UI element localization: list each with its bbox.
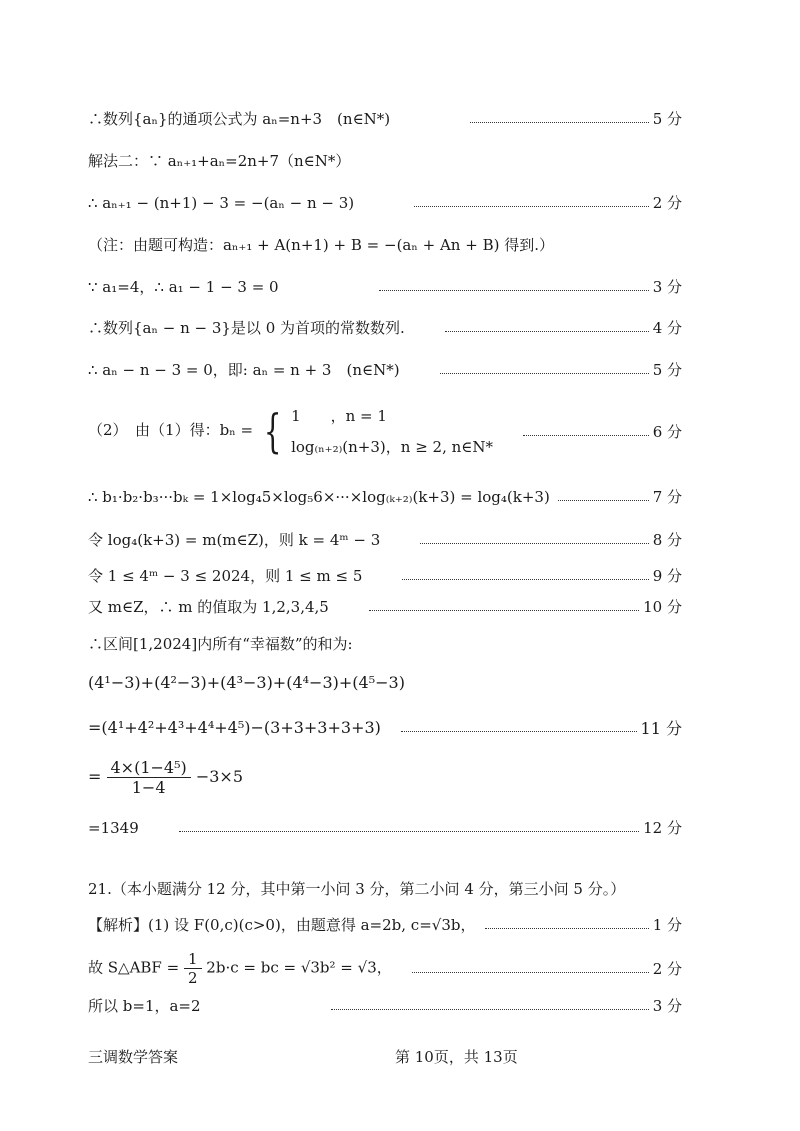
line-10: 令 log₄(k+3) = m(m∈Z)，则 k = 4ᵐ − 3 8 分 bbox=[88, 531, 682, 549]
line-16: = $\frac{\text{4×(1−4⁵)}}{1-4}$ −3×5 bbox=[88, 758, 244, 797]
score: 12 分 bbox=[643, 819, 682, 837]
line-8: （2） 由（1）得：bₙ = { 1 ，n = 1 log₍ₙ₊₂₎(n+3)，n ≥ 2, n∈N* 6 分 bbox=[88, 404, 682, 458]
score: 11 分 bbox=[640, 719, 682, 738]
line-3: ∴ aₙ₊₁ − (n+1) − 3 = −(aₙ − n − 3) 2 分 bbox=[88, 193, 682, 212]
fraction: $\frac{\text{4×(1−4⁵)}}{1-4}$ bbox=[107, 758, 191, 797]
line-13: ∴区间[1,2024]内所有“幸福数”的和为: bbox=[88, 635, 353, 653]
line-5: ∵ a₁=4，∴ a₁ − 1 − 3 = 0 3 分 bbox=[88, 278, 682, 296]
line-20: 故 S△ABF = $\frac{1}{2}$ 2b·c = bc = √3b² = √3， 2 分 bbox=[88, 950, 682, 987]
score: 8 分 bbox=[652, 531, 682, 549]
line-14: (4¹−3)+(4²−3)+(4³−3)+(4⁴−3)+(4⁵−3) bbox=[88, 673, 405, 692]
line-4: （注：由题可构造：aₙ₊₁ + A(n+1) + B = −(aₙ + An + B) 得到.） bbox=[88, 236, 554, 254]
line-19: 【解析】(1) 设 F(0,c)(c>0)，由题意得 a=2b, c=√3b， 1 分 bbox=[88, 916, 682, 934]
line-15: =(4¹+4²+4³+4⁴+4⁵)−(3+3+3+3+3) 11 分 bbox=[88, 718, 682, 738]
line-2: 解法二：∵ aₙ₊₁+aₙ=2n+7（n∈N*） bbox=[88, 152, 351, 170]
line-11: 令 1 ≤ 4ᵐ − 3 ≤ 2024，则 1 ≤ m ≤ 5 9 分 bbox=[88, 567, 682, 585]
score: 2 分 bbox=[652, 960, 682, 978]
score: 10 分 bbox=[643, 598, 682, 616]
score: 5 分 bbox=[652, 110, 682, 128]
piecewise: { 1 ，n = 1 log₍ₙ₊₂₎(n+3)，n ≥ 2, n∈N* bbox=[263, 404, 494, 458]
line-7: ∴ aₙ − n − 3 = 0，即: aₙ = n + 3 (n∈N*) 5 分 bbox=[88, 361, 682, 379]
line-6: ∴数列{aₙ − n − 3}是以 0 为首项的常数数列. 4 分 bbox=[88, 319, 682, 337]
score: 2 分 bbox=[652, 194, 682, 212]
case-1: 1 ，n = 1 bbox=[291, 407, 387, 425]
line-12: 又 m∈Z，∴ m 的值取为 1,2,3,4,5 10 分 bbox=[88, 598, 682, 616]
score: 9 分 bbox=[652, 567, 682, 585]
score: 5 分 bbox=[652, 361, 682, 379]
line-21: 所以 b=1，a=2 3 分 bbox=[88, 997, 682, 1015]
line-1: ∴数列{aₙ}的通项公式为 aₙ=n+3 (n∈N*) 5 分 bbox=[88, 110, 682, 128]
footer-doc-title: 三调数学答案 bbox=[88, 1048, 179, 1066]
score: 4 分 bbox=[652, 319, 682, 337]
score: 3 分 bbox=[652, 997, 682, 1015]
line-17: =1349 12 分 bbox=[88, 818, 682, 837]
line-9: ∴ b₁·b₂·b₃···bₖ = 1×log₄5×log₅6×···×log₍ₖ₊₂₎(k+3) = log₄(k+3) 7 分 bbox=[88, 487, 682, 506]
score: 3 分 bbox=[652, 278, 682, 296]
footer-page-number: 第 10页，共 13页 bbox=[395, 1048, 518, 1066]
score: 6 分 bbox=[652, 422, 682, 441]
case-2: log₍ₙ₊₂₎(n+3)，n ≥ 2, n∈N* bbox=[291, 438, 494, 456]
score: 1 分 bbox=[652, 916, 682, 934]
line-18: 21.（本小题满分 12 分，其中第一小问 3 分，第二小问 4 分，第三小问 5 分。） bbox=[88, 880, 626, 898]
fraction: $\frac{1}{2}$ bbox=[184, 950, 202, 987]
score: 7 分 bbox=[652, 488, 682, 506]
